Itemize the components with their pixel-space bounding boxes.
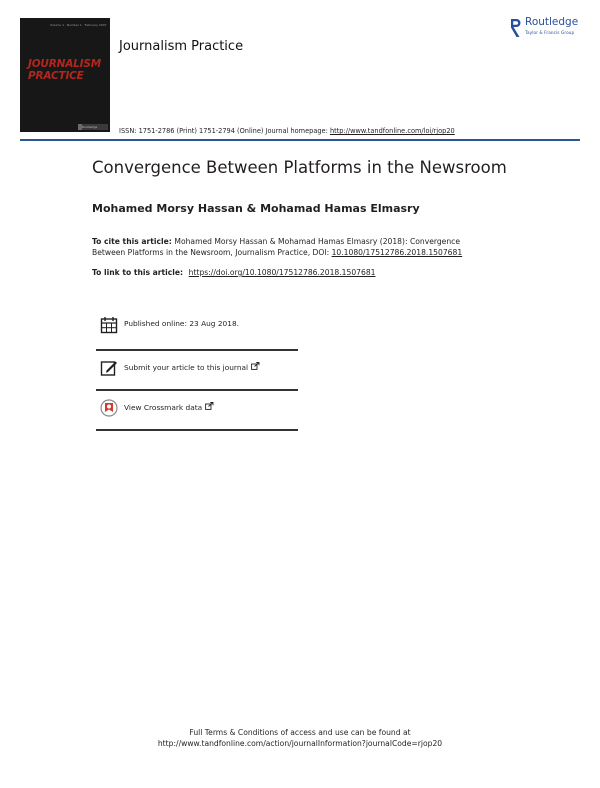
journal-cover-image (20, 18, 110, 132)
issn-line (119, 127, 455, 135)
cover-title (28, 58, 108, 82)
publisher-logo-name: Routledge (525, 16, 579, 28)
crossmark-icon (100, 399, 118, 417)
external-link-icon (251, 362, 260, 370)
cover-title-line2: PRACTICE (28, 70, 84, 82)
cover-issue-band: Volume 1 · Number 1 · February 2007 (50, 23, 107, 27)
published-online-row (96, 308, 298, 345)
divider (96, 429, 298, 431)
article-authors: Mohamed Morsy Hassan & Mohamad Hamas Elmasry (92, 202, 420, 215)
cover-title-line1: JOURNALISM (28, 58, 101, 70)
citation-block (92, 237, 532, 258)
issn-text: ISSN: 1751-2786 (Print) 1751-2794 (Online) Journal homepage: (119, 127, 330, 135)
article-link-line (92, 268, 375, 277)
publisher-logo-tagline: Taylor & Francis Group (525, 30, 575, 35)
crossmark-link[interactable] (96, 391, 298, 428)
crossmark-text (124, 402, 214, 412)
calendar-icon (100, 316, 118, 334)
submit-article-text (124, 362, 260, 372)
article-link-label: To link to this article: (92, 268, 186, 277)
edit-pencil-icon (100, 359, 118, 377)
submit-article-link[interactable] (96, 351, 298, 388)
published-online-text: Published online: 23 Aug 2018. (124, 319, 240, 328)
article-title: Convergence Between Platforms in the Newsroom (92, 158, 507, 177)
journal-homepage-link[interactable]: http://www.tandfonline.com/loi/rjop20 (329, 127, 455, 135)
header-divider (20, 139, 580, 141)
citation-text-line1: Mohamed Morsy Hassan & Mohamad Hamas Elmasry (2018): Convergence (174, 237, 461, 246)
routledge-r-icon (510, 16, 522, 40)
article-doi-url-link[interactable]: https://doi.org/10.1080/17512786.2018.1507681 (188, 268, 376, 277)
citation-text-line2: Between Platforms in the Newsroom, Journalism Practice, DOI: (92, 247, 332, 257)
external-link-icon (205, 402, 214, 410)
journal-name: Journalism Practice (119, 39, 244, 54)
citation-doi-link[interactable]: 10.1080/17512786.2018.1507681 (331, 247, 463, 257)
citation-label: To cite this article: (92, 237, 175, 246)
cover-publisher: Routledge (82, 124, 108, 130)
crossmark-label: View Crossmark data (124, 403, 203, 412)
footer-terms-link[interactable]: http://www.tandfonline.com/action/journalInformation?journalCode=rjop20 (157, 739, 443, 748)
publisher-logo (510, 16, 588, 40)
footer-terms (0, 727, 600, 749)
submit-article-label: Submit your article to this journal (124, 363, 249, 372)
footer-line1: Full Terms & Conditions of access and use can be found at (189, 728, 411, 737)
